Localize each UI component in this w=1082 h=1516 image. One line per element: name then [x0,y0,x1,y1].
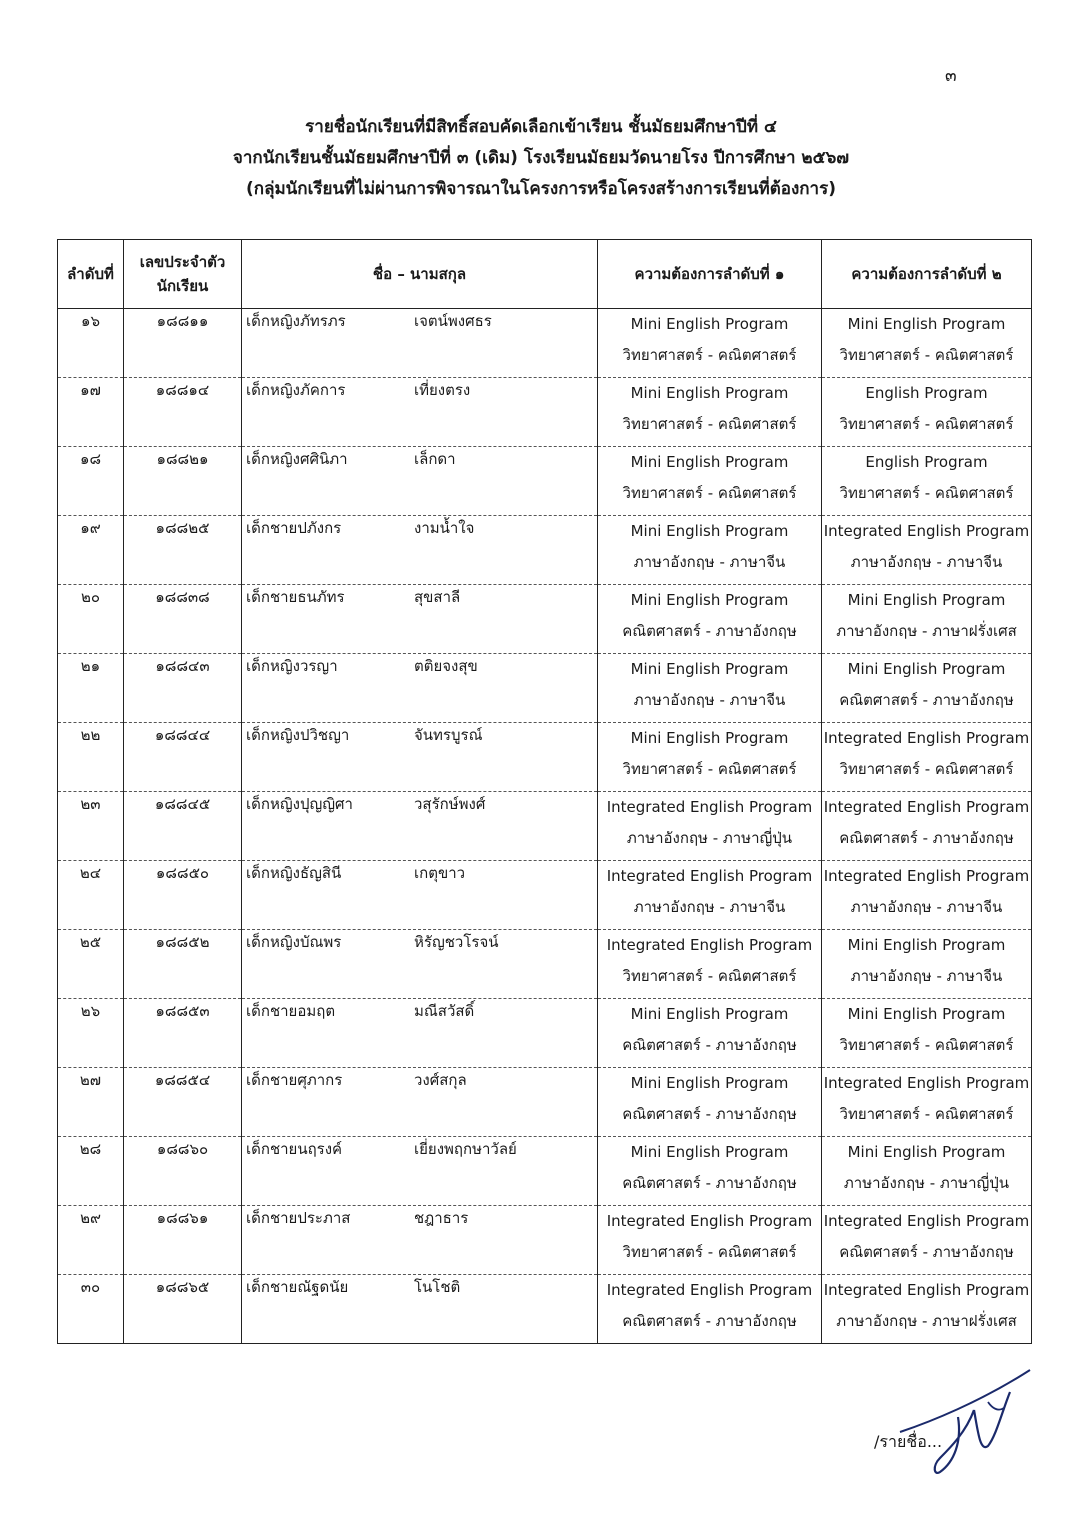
first-name: เด็กชายปภังกร [246,519,342,537]
pref-1-program: Mini English Program [630,453,789,471]
header-pref-1: ความต้องการลำดับที่ ๑ [598,240,822,309]
pref-1-program: Mini English Program [630,522,789,540]
first-name: เด็กชายณัฐดนัย [246,1278,349,1296]
pref-2-track: ภาษาอังกฤษ - ภาษาจีน [850,553,1003,571]
table-row [58,378,1032,447]
page-number: ๓ [945,66,957,86]
first-name: เด็กหญิงวรญา [246,657,338,675]
preference-1 [598,585,822,654]
pref-2-program: Integrated English Program [823,1212,1030,1230]
header-student-id [124,240,242,309]
row-number: ๑๗ [58,378,124,447]
table-row [58,861,1032,930]
last-name: เจตน์พงศธร [414,312,492,330]
row-number: ๑๘ [58,447,124,516]
first-name: เด็กชายนฤรงค์ [246,1140,343,1158]
student-id: ๑๘๘๑๔ [124,378,242,447]
first-name: เด็กหญิงปุญญิศา [246,795,353,813]
pref-2-track: คณิตศาสตร์ - ภาษาอังกฤษ [839,1243,1014,1261]
student-name [242,378,598,447]
last-name: ตติยจงสุข [414,657,478,675]
student-roster-table [57,239,1032,1344]
preference-2 [822,861,1032,930]
table-row [58,792,1032,861]
last-name: วสุรักษ์พงศ์ [414,795,486,813]
row-number: ๒๘ [58,1137,124,1206]
preference-1 [598,1137,822,1206]
last-name: สุขสาลี [414,588,461,606]
row-number: ๒๐ [58,585,124,654]
row-number: ๓๐ [58,1275,124,1344]
table-row [58,585,1032,654]
pref-2-program: Mini English Program [847,1143,1006,1161]
pref-2-track: วิทยาศาสตร์ - คณิตศาสตร์ [839,484,1014,502]
pref-2-program: Mini English Program [847,936,1006,954]
first-name: เด็กชายศุภากร [246,1071,343,1089]
row-number: ๒๑ [58,654,124,723]
first-name: เด็กหญิงภัทรภร [246,312,346,330]
pref-2-track: วิทยาศาสตร์ - คณิตศาสตร์ [839,760,1014,778]
header-id-line-1: เลขประจำตัว [139,253,226,271]
header-no: ลำดับที่ [58,240,124,309]
table-row [58,309,1032,378]
pref-1-track: ภาษาอังกฤษ - ภาษาจีน [633,691,786,709]
table-row [58,723,1032,792]
student-name [242,585,598,654]
student-name [242,1275,598,1344]
last-name: งามน้ำใจ [414,519,475,537]
pref-2-track: ภาษาอังกฤษ - ภาษาฝรั่งเศส [836,622,1017,640]
pref-2-program: Integrated English Program [823,522,1030,540]
last-name: มณีสวัสดิ์ [414,1002,475,1020]
table-row [58,930,1032,999]
student-name [242,723,598,792]
table-header-row [58,240,1032,309]
title-line-2: จากนักเรียนชั้นมัธยมศึกษาปีที่ ๓ (เดิม) โรงเรียนมัธยมวัดนายโรง ปีการศึกษา ๒๕๖๗ [232,148,850,168]
first-name: เด็กชายอมฤต [246,1002,336,1020]
pref-1-program: Mini English Program [630,1143,789,1161]
pref-2-program: Integrated English Program [823,1281,1030,1299]
pref-1-program: Mini English Program [630,315,789,333]
preference-2 [822,447,1032,516]
pref-1-program: Integrated English Program [606,867,813,885]
preference-2 [822,723,1032,792]
pref-1-program: Integrated English Program [606,1212,813,1230]
student-name [242,861,598,930]
header-id-line-2: นักเรียน [156,277,209,295]
student-name [242,1206,598,1275]
pref-2-track: ภาษาอังกฤษ - ภาษาจีน [850,967,1003,985]
student-name [242,654,598,723]
student-id: ๑๘๘๖๕ [124,1275,242,1344]
header-name: ชื่อ – นามสกุล [242,240,598,309]
first-name: เด็กหญิงภัคการ [246,381,346,399]
first-name: เด็กหญิงศศินิภา [246,450,348,468]
last-name: เยี่ยงพฤกษาวัลย์ [414,1140,517,1158]
pref-1-track: วิทยาศาสตร์ - คณิตศาสตร์ [622,760,797,778]
pref-1-program: Mini English Program [630,660,789,678]
student-name [242,1137,598,1206]
row-number: ๑๙ [58,516,124,585]
preference-1 [598,447,822,516]
pref-1-track: วิทยาศาสตร์ - คณิตศาสตร์ [622,967,797,985]
preference-1 [598,1206,822,1275]
pref-2-track: วิทยาศาสตร์ - คณิตศาสตร์ [839,346,1014,364]
pref-2-track: วิทยาศาสตร์ - คณิตศาสตร์ [839,1105,1014,1123]
student-name [242,1068,598,1137]
student-name [242,309,598,378]
pref-1-track: วิทยาศาสตร์ - คณิตศาสตร์ [622,1243,797,1261]
student-id: ๑๘๘๒๕ [124,516,242,585]
preference-2 [822,999,1032,1068]
preference-1 [598,792,822,861]
pref-1-track: คณิตศาสตร์ - ภาษาอังกฤษ [622,1105,797,1123]
preference-1 [598,516,822,585]
student-id: ๑๘๘๕๒ [124,930,242,999]
pref-2-program: Mini English Program [847,315,1006,333]
pref-2-program: Mini English Program [847,1005,1006,1023]
row-number: ๒๓ [58,792,124,861]
student-name [242,516,598,585]
pref-2-track: ภาษาอังกฤษ - ภาษาฝรั่งเศส [836,1312,1017,1330]
pref-1-track: คณิตศาสตร์ - ภาษาอังกฤษ [622,1174,797,1192]
pref-2-track: ภาษาอังกฤษ - ภาษาจีน [850,898,1003,916]
pref-1-program: Mini English Program [630,384,789,402]
preference-2 [822,1275,1032,1344]
preference-1 [598,861,822,930]
preference-1 [598,378,822,447]
preference-2 [822,309,1032,378]
row-number: ๒๒ [58,723,124,792]
pref-1-track: คณิตศาสตร์ - ภาษาอังกฤษ [622,1036,797,1054]
table-row [58,1275,1032,1344]
preference-1 [598,654,822,723]
student-id: ๑๘๘๕๔ [124,1068,242,1137]
student-id: ๑๘๘๔๕ [124,792,242,861]
pref-2-track: วิทยาศาสตร์ - คณิตศาสตร์ [839,1036,1014,1054]
preference-1 [598,930,822,999]
first-name: เด็กหญิงบัณพร [246,933,342,951]
row-number: ๒๗ [58,1068,124,1137]
last-name: เที่ยงตรง [414,381,471,399]
signature-mark [870,1362,1040,1482]
pref-1-track: วิทยาศาสตร์ - คณิตศาสตร์ [622,484,797,502]
table-row [58,516,1032,585]
pref-1-program: Integrated English Program [606,1281,813,1299]
pref-2-program: English Program [865,453,988,471]
title-line-1: รายชื่อนักเรียนที่มีสิทธิ์สอบคัดเลือกเข้าเรียน ชั้นมัธยมศึกษาปีที่ ๔ [305,117,777,137]
pref-1-program: Integrated English Program [606,798,813,816]
student-id: ๑๘๘๓๘ [124,585,242,654]
preference-2 [822,516,1032,585]
last-name: เกตุขาว [414,864,466,882]
pref-2-program: Integrated English Program [823,1074,1030,1092]
pref-1-track: วิทยาศาสตร์ - คณิตศาสตร์ [622,346,797,364]
preference-2 [822,1206,1032,1275]
pref-1-track: คณิตศาสตร์ - ภาษาอังกฤษ [622,1312,797,1330]
student-id: ๑๘๘๑๑ [124,309,242,378]
row-number: ๒๖ [58,999,124,1068]
student-id: ๑๘๘๒๑ [124,447,242,516]
first-name: เด็กชายประภาส [246,1209,351,1227]
pref-1-program: Mini English Program [630,591,789,609]
row-number: ๒๔ [58,861,124,930]
preference-2 [822,1137,1032,1206]
preference-1 [598,999,822,1068]
last-name: วงศ์สกุล [414,1071,467,1089]
pref-2-track: วิทยาศาสตร์ - คณิตศาสตร์ [839,415,1014,433]
last-name: หิรัญชวโรจน์ [414,933,499,951]
pref-1-track: คณิตศาสตร์ - ภาษาอังกฤษ [622,622,797,640]
student-id: ๑๘๘๔๔ [124,723,242,792]
student-name [242,447,598,516]
preference-1 [598,309,822,378]
preference-2 [822,585,1032,654]
pref-2-program: Integrated English Program [823,798,1030,816]
student-id: ๑๘๘๖๑ [124,1206,242,1275]
pref-2-program: Integrated English Program [823,867,1030,885]
last-name: ชฎาธาร [414,1209,469,1227]
preference-2 [822,930,1032,999]
row-number: ๒๕ [58,930,124,999]
row-number: ๒๙ [58,1206,124,1275]
table-row [58,999,1032,1068]
table-row [58,447,1032,516]
first-name: เด็กหญิงปวิชญา [246,726,350,744]
table-row [58,1137,1032,1206]
pref-2-program: Mini English Program [847,591,1006,609]
pref-1-program: Integrated English Program [606,936,813,954]
pref-1-program: Mini English Program [630,1074,789,1092]
student-id: ๑๘๘๖๐ [124,1137,242,1206]
table-row [58,1206,1032,1275]
header-pref-2: ความต้องการลำดับที่ ๒ [822,240,1032,309]
pref-2-track: คณิตศาสตร์ - ภาษาอังกฤษ [839,829,1014,847]
first-name: เด็กหญิงธัญสินี [246,864,342,882]
preference-2 [822,792,1032,861]
pref-1-program: Mini English Program [630,729,789,747]
pref-1-track: ภาษาอังกฤษ - ภาษาญี่ปุ่น [626,829,793,847]
student-id: ๑๘๘๕๓ [124,999,242,1068]
preference-2 [822,1068,1032,1137]
table-row [58,1068,1032,1137]
last-name: จันทรบูรณ์ [414,726,483,744]
first-name: เด็กชายธนภัทร [246,588,345,606]
preference-2 [822,378,1032,447]
student-name [242,792,598,861]
pref-1-program: Mini English Program [630,1005,789,1023]
row-number: ๑๖ [58,309,124,378]
pref-1-track: ภาษาอังกฤษ - ภาษาจีน [633,553,786,571]
pref-1-track: วิทยาศาสตร์ - คณิตศาสตร์ [622,415,797,433]
pref-2-program: Integrated English Program [823,729,1030,747]
preference-1 [598,723,822,792]
preference-1 [598,1275,822,1344]
document-title [0,112,1082,205]
pref-1-track: ภาษาอังกฤษ - ภาษาจีน [633,898,786,916]
last-name: เล็กดา [414,450,456,468]
pref-2-program: Mini English Program [847,660,1006,678]
pref-2-program: English Program [865,384,988,402]
preference-2 [822,654,1032,723]
table-row [58,654,1032,723]
student-name [242,999,598,1068]
student-id: ๑๘๘๔๓ [124,654,242,723]
student-id: ๑๘๘๕๐ [124,861,242,930]
signature-caption: /รายชื่อ... [874,1432,943,1451]
title-line-3: (กลุ่มนักเรียนที่ไม่ผ่านการพิจารณาในโครงการหรือโครงสร้างการเรียนที่ต้องการ) [246,179,836,199]
pref-2-track: ภาษาอังกฤษ - ภาษาญี่ปุ่น [843,1174,1010,1192]
student-name [242,930,598,999]
preference-1 [598,1068,822,1137]
last-name: โนโชติ [414,1278,461,1296]
pref-2-track: คณิตศาสตร์ - ภาษาอังกฤษ [839,691,1014,709]
